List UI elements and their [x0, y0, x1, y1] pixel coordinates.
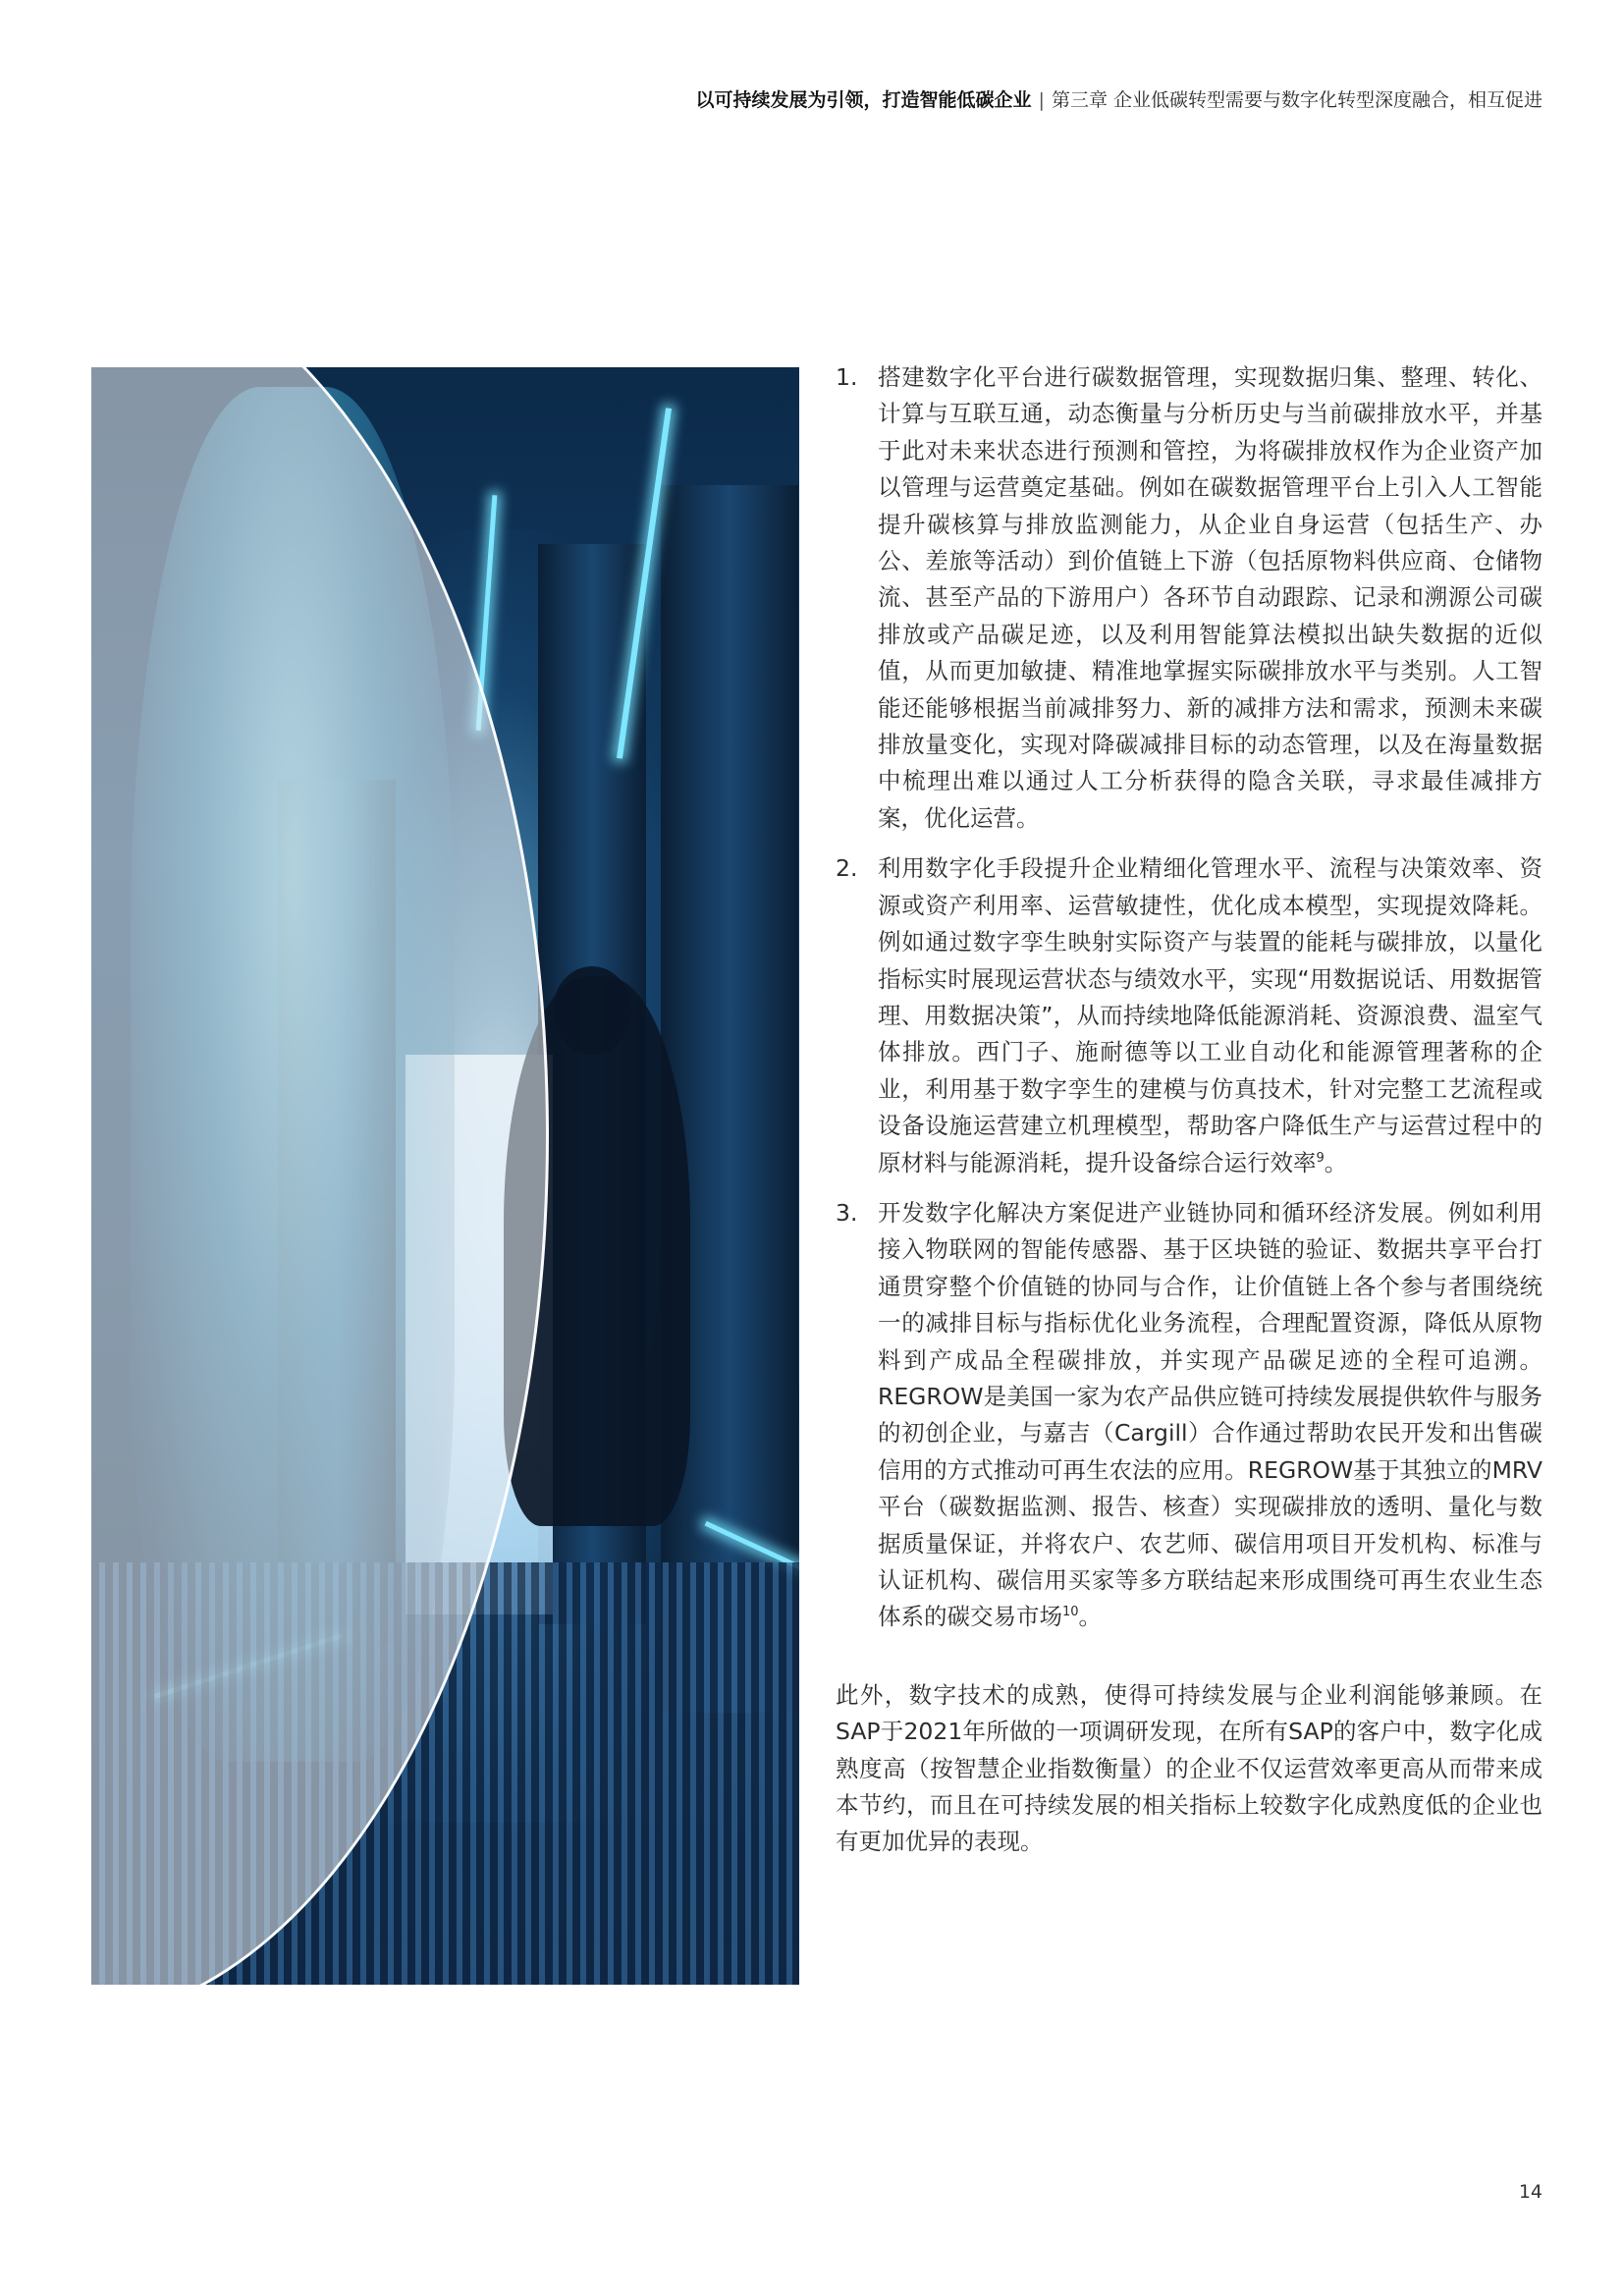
server-rack-far-right	[661, 485, 798, 1713]
list-item	[836, 850, 1542, 1181]
document-title: 以可持续发展为引领，打造智能低碳企业	[695, 89, 1032, 111]
item-text-end: 。	[1324, 1148, 1348, 1176]
numbered-list	[836, 359, 1542, 1636]
item-text-end: 。	[1078, 1603, 1103, 1631]
list-item	[836, 1195, 1542, 1636]
running-header	[696, 88, 1542, 112]
item-number: 3.	[836, 1198, 858, 1227]
closing-paragraph: 此外，数字技术的成熟，使得可持续发展与企业利润能够兼顾。在SAP于2021年所做的一项调研发现，在所有SAP的客户中，数字化成熟度高（按智慧企业指数衡量）的企业不仅运营效率更高从而带来成本节约，而且在可持续发展的相关指标上较数字化成熟度低的企业也有更加优异的表现。	[836, 1680, 1542, 1856]
footnote-marker: 9	[1316, 1150, 1325, 1166]
header-separator: |	[1038, 89, 1045, 111]
page-number: 14	[1518, 2181, 1542, 2203]
item-text: 利用数字化手段提升企业精细化管理水平、流程与决策效率、资源或资产利用率、运营敏捷性，优化成本模型，实现提效降耗。例如通过数字孪生映射实际资产与装置的能耗与碳排放，以量化指标实时展现运营状态与绩效水平，实现“用数据说话、用数据管理、用数据决策”，从而持续地降低能源消耗、资源浪费、温室气体排放。西门子、施耐德等以工业自动化和能源管理著称的企业，利用基于数字孪生的建模与仿真技术，针对完整工艺流程或设备设施运营建立机理模型，帮助客户降低生产与运营过程中的原材料与能源消耗，提升设备综合运行效率	[878, 854, 1542, 1176]
item-text: 开发数字化解决方案促进产业链协同和循环经济发展。例如利用接入物联网的智能传感器、基于区块链的验证、数据共享平台打通贯穿整个价值链的协同与合作，让价值链上各个参与者围绕统一的减排目标与指标优化业务流程，合理配置资源，降低从原物料到产成品全程碳排放，并实现产品碳足迹的全程可追溯。REGROW是美国一家为农产品供应链可持续发展提供软件与服务的初创企业，与嘉吉（Cargill）合作通过帮助农民开发和出售碳信用的方式推动可再生农法的应用。REGROW基于其独立的MRV平台（碳数据监测、报告、核查）实现碳排放的透明、量化与数据质量保证，并将农户、农艺师、碳信用项目开发机构、标准与认证机构、碳信用买家等多方联结起来形成围绕可再生农业生态体系的碳交易市场	[878, 1198, 1542, 1631]
item-text: 搭建数字化平台进行碳数据管理，实现数据归集、整理、转化、计算与互联互通，动态衡量与分析历史与当前碳排放水平，并基于此对未来状态进行预测和管控，为将碳排放权作为企业资产加以管理与运营奠定基础。例如在碳数据管理平台上引入人工智能提升碳核算与排放监测能力，从企业自身运营（包括生产、办公、差旅等活动）到价值链上下游（包括原物料供应商、仓储物流、甚至产品的下游用户）各环节自动跟踪、记录和溯源公司碳排放或产品碳足迹，以及利用智能算法模拟出缺失数据的近似值，从而更加敏捷、精准地掌握实际碳排放水平与类别。人工智能还能够根据当前减排努力、新的减排方法和需求，预测未来碳排放量变化，实现对降碳减排目标的动态管理，以及在海量数据中梳理出难以通过人工分析获得的隐含关联，寻求最佳减排方案，优化运营。	[878, 363, 1542, 832]
chapter-title: 第三章 企业低碳转型需要与数字化转型深度融合，相互促进	[1051, 89, 1542, 111]
person-head	[553, 966, 631, 1055]
item-number: 1.	[836, 363, 858, 391]
item-number: 2.	[836, 854, 858, 883]
footnote-marker: 10	[1062, 1605, 1079, 1620]
main-text	[836, 359, 1542, 1884]
list-item	[836, 359, 1542, 837]
data-center-photo	[91, 367, 799, 1985]
